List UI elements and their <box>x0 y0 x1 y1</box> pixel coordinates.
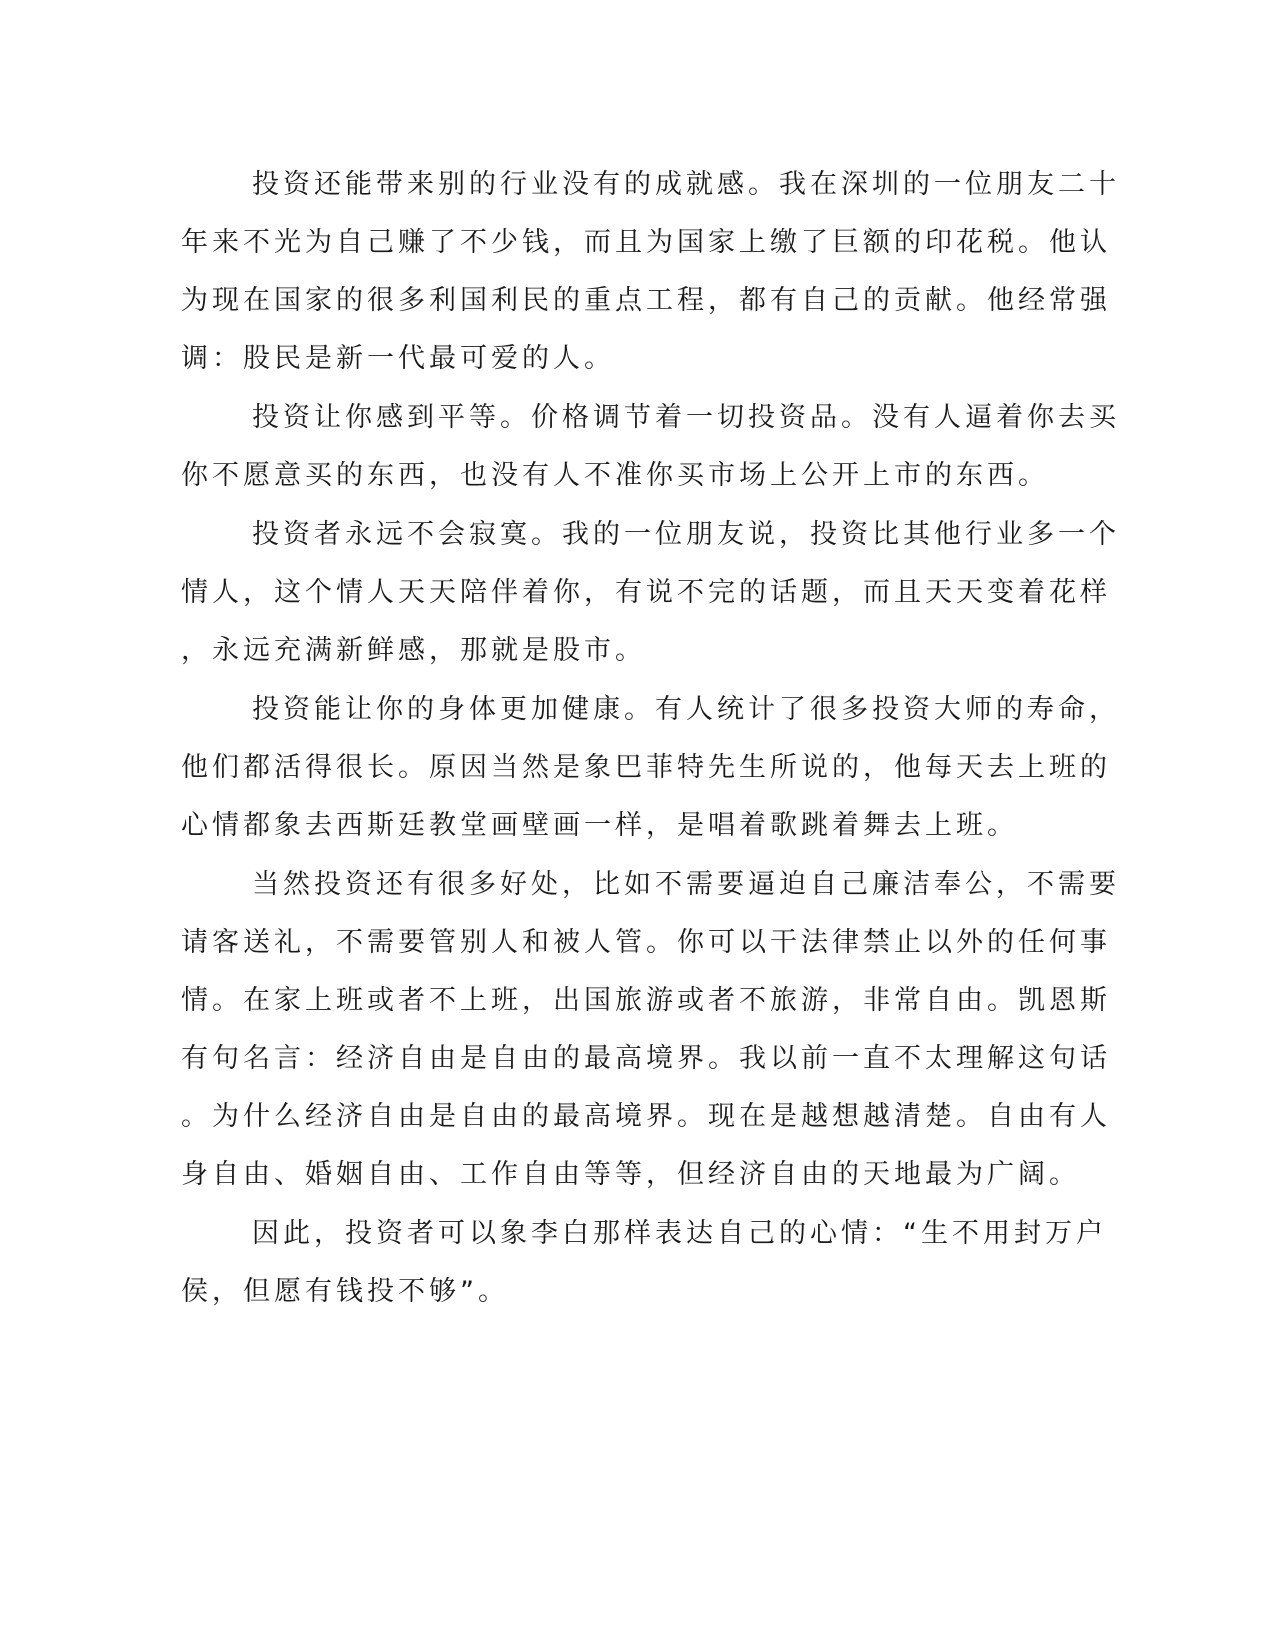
paragraph-4-line-3: 心情都象去西斯廷教堂画壁画一样，是唱着歌跳着舞去上班。 <box>181 810 1018 841</box>
paragraph-5-line-5: 。为什么经济自由是自由的最高境界。现在是越想越清楚。自由有人 <box>181 1101 1111 1132</box>
paragraph-1-line-3: 为现在国家的很多利国利民的重点工程，都有自己的贡献。他经常强 <box>181 285 1111 316</box>
paragraph-3-line-2: 情人，这个情人天天陪伴着你，有说不完的话题，而且天天变着花样 <box>181 577 1111 608</box>
paragraph-1-line-4: 调：股民是新一代最可爱的人。 <box>181 343 615 374</box>
paragraph-6-line-2: 侯，但愿有钱投不够”。 <box>181 1276 509 1307</box>
paragraph-2-line-1: 投资让你感到平等。价格调节着一切投资品。没有人逼着你去买 <box>252 402 1120 433</box>
paragraph-4-line-2: 他们都活得很长。原因当然是象巴菲特先生所说的，他每天去上班的 <box>181 752 1111 783</box>
document-page <box>181 150 1120 1550</box>
paragraph-3-line-1: 投资者永远不会寂寞。我的一位朋友说，投资比其他行业多一个 <box>252 519 1120 550</box>
paragraph-4-line-1: 投资能让你的身体更加健康。有人统计了很多投资大师的寿命， <box>252 694 1120 725</box>
paragraph-5-line-3: 情。在家上班或者不上班，出国旅游或者不旅游，非常自由。凯恩斯 <box>181 985 1111 1016</box>
paragraph-5-line-2: 请客送礼，不需要管别人和被人管。你可以干法律禁止以外的任何事 <box>181 927 1111 958</box>
paragraph-5-line-6: 身自由、婚姻自由、工作自由等等，但经济自由的天地最为广阔。 <box>181 1159 1080 1190</box>
paragraph-5-line-4: 有句名言：经济自由是自由的最高境界。我以前一直不太理解这句话 <box>181 1043 1111 1074</box>
paragraph-1-line-2: 年来不光为自己赚了不少钱，而且为国家上缴了巨额的印花税。他认 <box>181 227 1111 258</box>
paragraph-6-line-1: 因此，投资者可以象李白那样表达自己的心情：“生不用封万户 <box>252 1218 1107 1249</box>
paragraph-5-line-1: 当然投资还有很多好处，比如不需要逼迫自己廉洁奉公，不需要 <box>252 869 1120 900</box>
paragraph-2-line-2: 你不愿意买的东西，也没有人不准你买市场上公开上市的东西。 <box>181 460 1049 491</box>
paragraph-3-line-3: ，永远充满新鲜感，那就是股市。 <box>181 635 646 666</box>
paragraph-1-line-1: 投资还能带来别的行业没有的成就感。我在深圳的一位朋友二十 <box>252 169 1120 200</box>
